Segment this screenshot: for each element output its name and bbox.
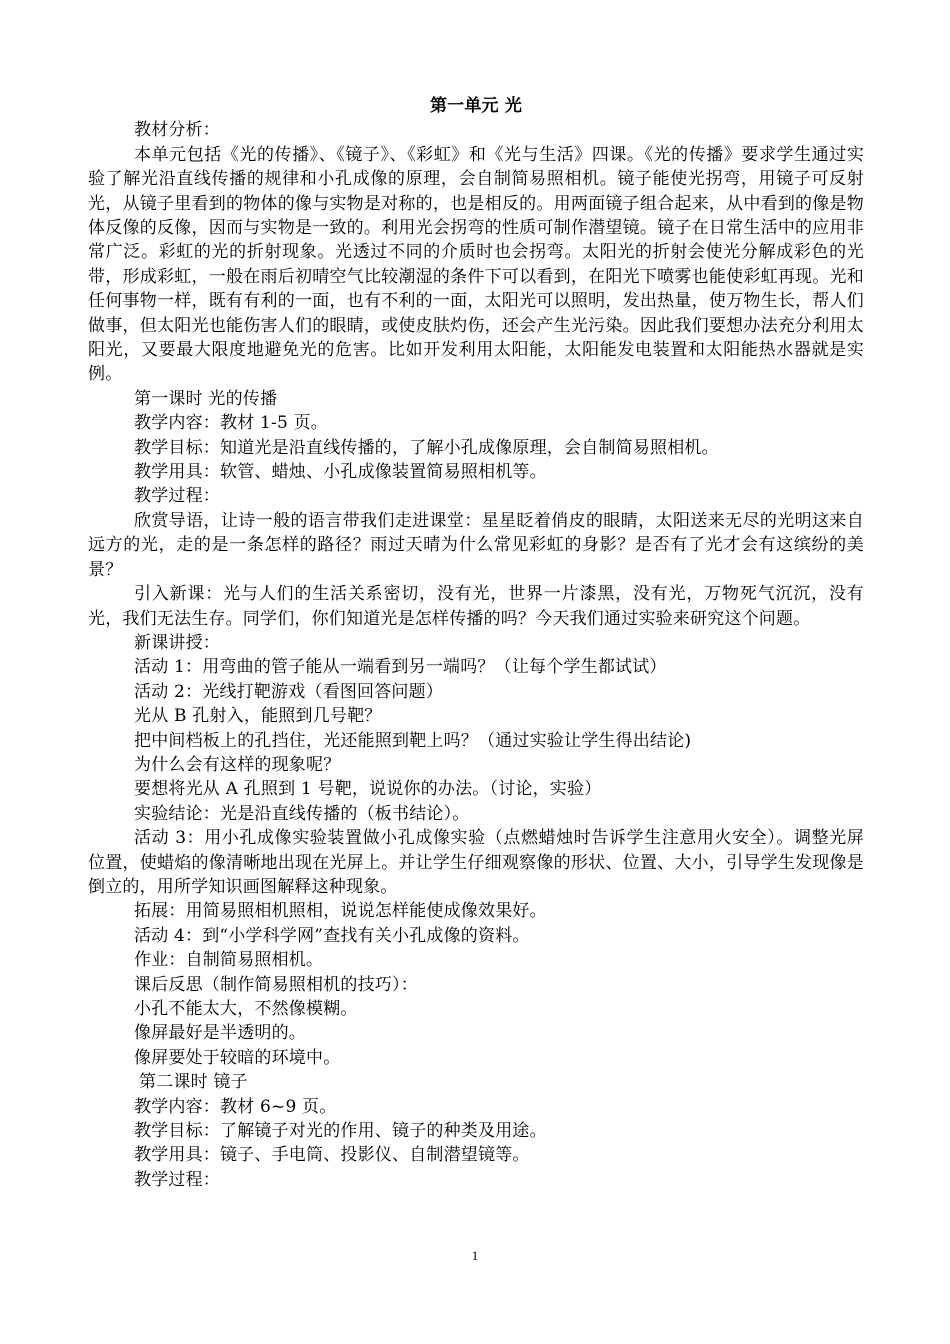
lesson1-process: 教学过程： <box>134 486 220 507</box>
reflection-heading: 课后反思（制作简易照相机的技巧）： <box>134 974 418 995</box>
lesson1-heading: 第一课时 光的传播 <box>134 388 278 409</box>
activity-2: 活动 2：光线打靶游戏（看图回答问题） <box>134 681 444 702</box>
unit-title: 第一单元 光 <box>429 96 523 116</box>
analysis-paragraph: 本单元包括《光的传播》、《镜子》、《彩虹》和《光与生活》四课。《光的传播》要求学生通过实验了解光沿直线传播的规律和小孔成像的原理，会自制简易照相机。镜子能使光拐弯，用镜子可反射光，从镜子里看到的物体的像与实物是对称的，也是相反的。用两面镜子组合起来，从中看到的像是物体反像的反像，因而与实物是一致的。利用光会拐弯的性质可制作潜望镜。镜子在日常生活中的应用非常广泛。彩虹的光的折射现象。光透过不同的介质时也会拐弯。太阳光的折射会使光分解成彩色的光带，形成彩虹，一般在雨后初晴空气比较潮湿的条件下可以看到，在阳光下喷雾也能使彩虹再现。光和任何事物一样，既有有利的一面，也有不利的一面，太阳光可以照明，发出热量，使万物生长，帮人们做事，但太阳光也能伤害人们的眼睛，或使皮肤灼伤，还会产生光污染。因此我们要想办法充分利用太阳光，又要最大限度地避免光的危害。比如开发利用太阳能，太阳能发电装置和太阳能热水器就是实例。 <box>88 144 864 385</box>
lesson1-newlesson-paragraph: 引入新课：光与人们的生活关系密切，没有光，世界一片漆黑，没有光，万物死气沉沉，没有光，我们无法生存。同学们，你们知道光是怎样传播的吗？今天我们通过实验来研究这个问题。 <box>88 584 864 629</box>
analysis-heading: 教材分析： <box>134 120 220 141</box>
lesson1-goal: 教学目标：知道光是沿直线传播的，了解小孔成像原理，会自制简易照相机。 <box>134 437 719 458</box>
reflection-item: 小孔不能太大，不然像模糊。 <box>134 999 358 1020</box>
activity-1: 活动 1：用弯曲的管子能从一端看到另一端吗？（让每个学生都试试） <box>134 657 667 678</box>
lesson2-goal: 教学目标：了解镜子对光的作用、镜子的种类及用途。 <box>134 1121 547 1142</box>
question-2: 把中间档板上的孔挡住，光还能照到靶上吗？（通过实验让学生得出结论) <box>134 730 692 751</box>
question-4: 要想将光从 A 孔照到 1 号靶，说说你的办法。（讨论，实验） <box>134 779 602 800</box>
page-number: 1 <box>471 1248 479 1263</box>
lesson2-content: 教学内容：教材 6~9 页。 <box>134 1096 337 1117</box>
lesson1-intro-paragraph: 欣赏导语，让诗一般的语言带我们走进课堂：星星眨着俏皮的眼睛，太阳送来无尽的光明这来自远方的光，走的是一条怎样的路径？雨过天晴为什么常见彩虹的身影？是否有了光才会有这缤纷的美景？ <box>88 510 864 580</box>
document-body <box>88 94 864 1192</box>
extension: 拓展：用简易照相机照相，说说怎样能使成像效果好。 <box>134 901 547 922</box>
lesson2-heading: 第二课时 镜子 <box>139 1072 248 1093</box>
lesson2-tools: 教学用具：镜子、手电筒、投影仪、自制潜望镜等。 <box>134 1145 530 1166</box>
question-1: 光从 B 孔射入，能照到几号靶？ <box>134 706 382 727</box>
homework: 作业：自制简易照相机。 <box>134 950 324 971</box>
activity-3-paragraph: 活动 3：用小孔成像实验装置做小孔成像实验（点燃蜡烛时告诉学生注意用火安全）。调整光屏位置，使蜡焰的像清晰地出现在光屏上。并让学生仔细观察像的形状、位置、大小，引导学生发现像是倒立的，用所学知识画图解释这种现象。 <box>88 828 864 897</box>
lesson1-content: 教学内容：教材 1-5 页。 <box>134 413 328 434</box>
question-3: 为什么会有这样的现象呢？ <box>134 754 341 775</box>
lesson2-process: 教学过程： <box>134 1169 220 1190</box>
experiment-conclusion: 实验结论：光是沿直线传播的（板书结论）。 <box>134 803 470 824</box>
activity-4: 活动 4：到“小学科学网”查找有关小孔成像的资料。 <box>134 925 530 946</box>
lesson1-teaching: 新课讲授： <box>134 632 220 653</box>
lesson1-tools: 教学用具：软管、蜡烛、小孔成像装置简易照相机等。 <box>134 462 547 483</box>
reflection-item: 像屏要处于较暗的环境中。 <box>134 1047 341 1068</box>
reflection-item: 像屏最好是半透明的。 <box>134 1023 306 1044</box>
